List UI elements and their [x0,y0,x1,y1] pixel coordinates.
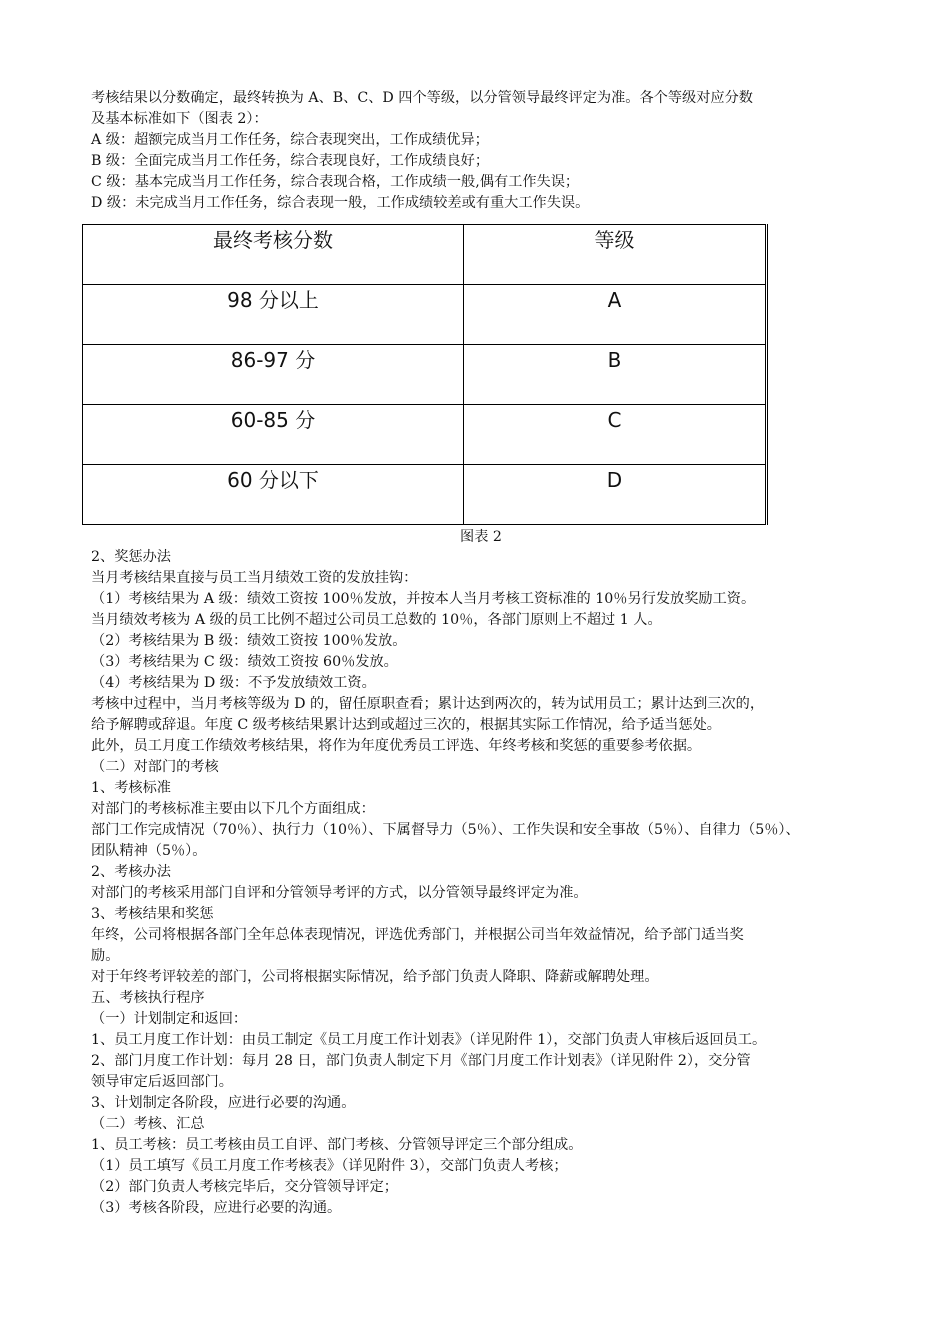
table-row [83,285,767,345]
paragraph-line: 考核中过程中，当月考核等级为 D 的，留任原职查看；累计达到两次的，转为试用员工；累计达到三次的， [91,696,765,712]
paragraph-line: 励。 [91,948,120,964]
score-cell: 60-85 分 [83,405,464,465]
table-caption: 图表 2 [460,529,502,545]
paragraph-line: （3）考核各阶段，应进行必要的沟通。 [91,1200,342,1216]
paragraph-line: （1）员工填写《员工月度工作考核表》（详见附件 3），交部门负责人考核； [91,1158,568,1174]
section-heading: 五、考核执行程序 [91,990,205,1006]
document-page [91,88,871,1219]
section-heading: （二）考核、汇总 [91,1116,205,1132]
table-row [83,465,767,525]
score-cell: 60 分以下 [83,465,464,525]
paragraph-line: 1、员工考核：员工考核由员工自评、部门考核、分管领导评定三个部分组成。 [91,1137,583,1153]
paragraph-line: 对于年终考评较差的部门，公司将根据实际情况，给予部门负责人降职、降薪或解聘处理。 [91,969,659,985]
grade-score-table [82,224,768,525]
body-text [91,547,871,1219]
header-grade: 等级 [464,225,767,285]
section-heading: 2、奖惩办法 [91,549,171,565]
paragraph-line: 领导审定后返回部门。 [91,1074,233,1090]
paragraph-line: 团队精神（5％）。 [91,843,207,859]
section-heading: （二）对部门的考核 [91,759,219,775]
paragraph-line: 1、员工月度工作计划：由员工制定《员工月度工作计划表》（详见附件 1），交部门负责人审核后返回员工。 [91,1032,767,1048]
paragraph-line: 2、部门月度工作计划：每月 28 日，部门负责人制定下月《部门月度工作计划表》（详见附件 2），交分管 [91,1053,751,1069]
paragraph-line: 部门工作完成情况（70％）、执行力（10％）、下属督导力（5％）、工作失误和安全事故（5％）、自律力（5％）、 [91,822,800,838]
table-row [83,405,767,465]
paragraph-line: （2）考核结果为 B 级：绩效工资按 100％发放。 [91,633,407,649]
grade-cell: C [464,405,767,465]
grade-cell: B [464,345,767,405]
section-heading: 1、考核标准 [91,780,171,796]
grade-cell: A [464,285,767,345]
score-cell: 86-97 分 [83,345,464,405]
paragraph-line: 此外，员工月度工作绩效考核结果，将作为年度优秀员工评选、年终考核和奖惩的重要参考依据。 [91,738,702,754]
section-heading: （一）计划制定和返回： [91,1011,248,1027]
grade-a-definition: A 级：超额完成当月工作任务，综合表现突出，工作成绩优异； [91,132,489,148]
grade-d-definition: D 级：未完成当月工作任务，综合表现一般，工作成绩较差或有重大工作失误。 [91,195,590,211]
paragraph-line: （3）考核结果为 C 级：绩效工资按 60％发放。 [91,654,398,670]
paragraph-line: 对部门的考核标准主要由以下几个方面组成： [91,801,375,817]
table-row [83,345,767,405]
paragraph-line: 当月绩效考核为 A 级的员工比例不超过公司员工总数的 10％，各部门原则上不超过 1 人。 [91,612,662,628]
paragraph-line: （4）考核结果为 D 级：不予发放绩效工资。 [91,675,376,691]
section-heading: 2、考核办法 [91,864,171,880]
intro-line-1: 考核结果以分数确定，最终转换为 A、B、C、D 四个等级，以分管领导最终评定为准。各个等级对应分数 [91,90,753,106]
paragraph-line: 给予解聘或辞退。年度 C 级考核结果累计达到或超过三次的，根据其实际工作情况，给予适当惩处。 [91,717,721,733]
score-cell: 98 分以上 [83,285,464,345]
paragraph-line: 年终，公司将根据各部门全年总体表现情况，评选优秀部门，并根据公司当年效益情况，给予部门适当奖 [91,927,744,943]
paragraph-line: （2）部门负责人考核完毕后，交分管领导评定； [91,1179,398,1195]
intro-line-2: 及基本标准如下（图表 2）： [91,111,268,127]
paragraph-line: 当月考核结果直接与员工当月绩效工资的发放挂钩： [91,570,418,586]
grade-cell: D [464,465,767,525]
paragraph-line: （1）考核结果为 A 级：绩效工资按 100％发放，并按本人当月考核工资标准的 10％另行发放奖励工资。 [91,591,756,607]
grade-b-definition: B 级：全面完成当月工作任务，综合表现良好，工作成绩良好； [91,153,490,169]
paragraph-line: 3、计划制定各阶段，应进行必要的沟通。 [91,1095,356,1111]
header-final-score: 最终考核分数 [83,225,464,285]
grade-c-definition: C 级：基本完成当月工作任务，综合表现合格，工作成绩一般,偶有工作失误； [91,174,580,190]
section-heading: 3、考核结果和奖惩 [91,906,214,922]
table-header-row [83,225,767,285]
paragraph-line: 对部门的考核采用部门自评和分管领导考评的方式，以分管领导最终评定为准。 [91,885,588,901]
